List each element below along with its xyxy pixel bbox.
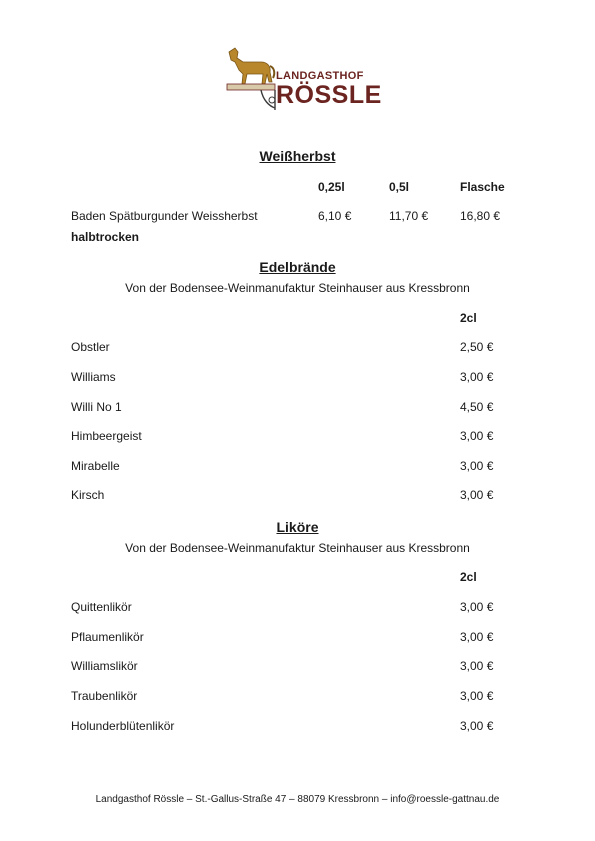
column-header: 2cl <box>460 570 477 584</box>
item-price: 3,00 € <box>460 459 494 473</box>
logo <box>225 44 385 118</box>
list-item: Mirabelle <box>71 459 120 473</box>
list-item: Williamslikör <box>71 659 138 673</box>
list-item: Holunderblütenlikör <box>71 719 175 733</box>
item-price: 3,00 € <box>460 488 494 502</box>
item-price: 6,10 € <box>318 209 352 223</box>
footer-address: Landgasthof Rössle – St.-Gallus-Straße 47 – 88079 Kressbronn – info@roessle-gattnau.de <box>95 794 500 805</box>
item-name: Baden Spätburgunder Weissherbst <box>71 209 258 223</box>
column-header: 2cl <box>460 311 477 325</box>
column-header: 0,25l <box>318 180 345 194</box>
logo-small-text: LANDGASTHOF <box>276 70 364 82</box>
list-item: Himbeergeist <box>71 429 142 443</box>
item-price: 3,00 € <box>460 689 494 703</box>
section-title-edelbraende: Edelbrände <box>259 259 336 275</box>
item-note: halbtrocken <box>71 230 140 244</box>
item-price: 3,00 € <box>460 630 494 644</box>
item-price: 3,00 € <box>460 600 494 614</box>
item-price: 11,70 € <box>389 209 429 223</box>
list-item: Pflaumenlikör <box>71 630 144 644</box>
list-item: Obstler <box>71 340 110 354</box>
column-header: 0,5l <box>389 180 410 194</box>
section-title-weissherbst: Weißherbst <box>259 148 336 164</box>
list-item: Traubenlikör <box>71 689 138 703</box>
item-price: 16,80 € <box>460 209 501 223</box>
item-price: 3,00 € <box>460 659 494 673</box>
item-price: 3,00 € <box>460 719 494 733</box>
item-price: 2,50 € <box>460 340 494 354</box>
column-header: Flasche <box>460 180 505 194</box>
list-item: Williams <box>71 370 116 384</box>
list-item: Willi No 1 <box>71 400 122 414</box>
item-price: 3,00 € <box>460 429 494 443</box>
list-item: Kirsch <box>71 488 105 502</box>
section-subtitle: Von der Bodensee-Weinmanufaktur Steinhauser aus Kressbronn <box>125 281 470 295</box>
horse-sign-icon <box>225 44 277 118</box>
item-price: 3,00 € <box>460 370 494 384</box>
section-title-likoere: Liköre <box>276 519 319 535</box>
section-subtitle: Von der Bodensee-Weinmanufaktur Steinhauser aus Kressbronn <box>125 541 470 555</box>
list-item: Quittenlikör <box>71 600 132 614</box>
item-price: 4,50 € <box>460 400 494 414</box>
logo-big-text: RÖSSLE <box>276 81 382 109</box>
